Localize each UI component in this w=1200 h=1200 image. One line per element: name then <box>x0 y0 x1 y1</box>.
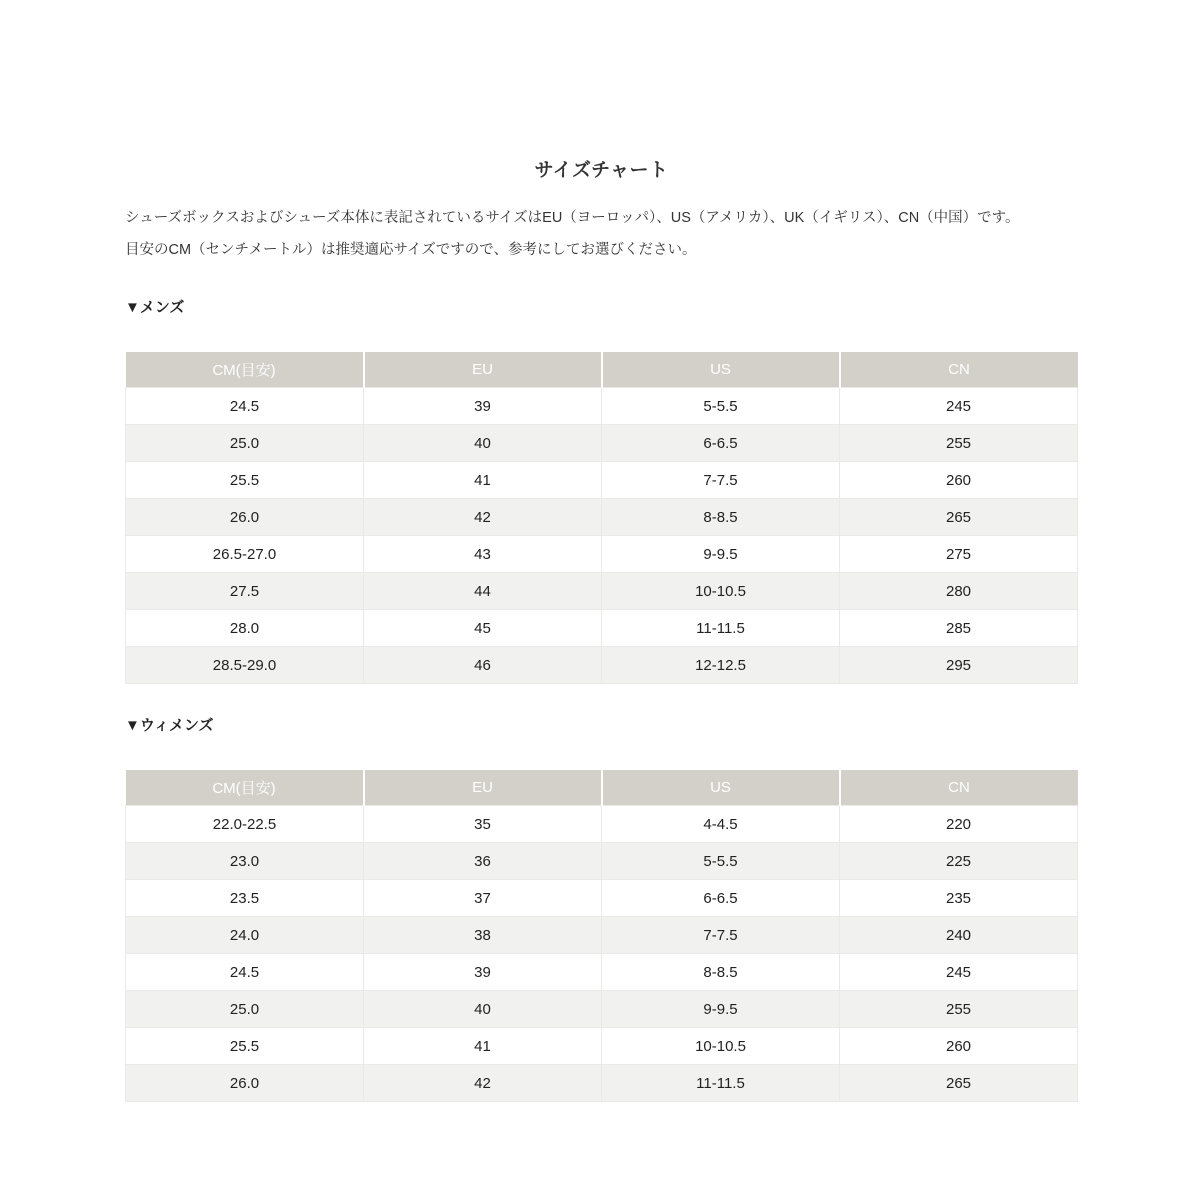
womens-size-table <box>125 770 1078 1102</box>
size-cell-cn: 255 <box>840 991 1078 1028</box>
size-cell-cm: 24.0 <box>126 917 364 954</box>
size-cell-us: 8-8.5 <box>602 499 840 536</box>
size-cell-us: 7-7.5 <box>602 462 840 499</box>
table-row <box>126 536 1078 573</box>
size-cell-eu: 43 <box>364 536 602 573</box>
size-cell-us: 5-5.5 <box>602 388 840 425</box>
mens-table-header <box>126 352 1078 388</box>
size-cell-cm: 25.5 <box>126 462 364 499</box>
column-header-cn: CN <box>840 352 1078 388</box>
size-cell-cn: 255 <box>840 425 1078 462</box>
size-cell-cn: 245 <box>840 388 1078 425</box>
table-row <box>126 462 1078 499</box>
size-cell-cn: 240 <box>840 917 1078 954</box>
size-cell-us: 8-8.5 <box>602 954 840 991</box>
table-row <box>126 806 1078 843</box>
column-header-eu: EU <box>364 770 602 806</box>
size-cell-eu: 38 <box>364 917 602 954</box>
size-cell-us: 9-9.5 <box>602 991 840 1028</box>
size-cell-cn: 285 <box>840 610 1078 647</box>
size-cell-eu: 41 <box>364 462 602 499</box>
size-cell-us: 12-12.5 <box>602 647 840 684</box>
size-cell-us: 4-4.5 <box>602 806 840 843</box>
size-cell-eu: 42 <box>364 499 602 536</box>
table-row <box>126 880 1078 917</box>
section-label-womens: ▼ウィメンズ <box>125 717 214 734</box>
table-row <box>126 573 1078 610</box>
size-cell-cm: 24.5 <box>126 954 364 991</box>
size-cell-eu: 45 <box>364 610 602 647</box>
size-cell-us: 10-10.5 <box>602 573 840 610</box>
size-cell-eu: 37 <box>364 880 602 917</box>
intro-line-1: シューズボックスおよびシューズ本体に表記されているサイズはEU（ヨーロッパ）、US（アメリカ）、UK（イギリス）、CN（中国）です。 <box>125 210 1020 226</box>
table-row <box>126 425 1078 462</box>
intro-paragraph <box>125 202 1078 266</box>
size-cell-cm: 23.0 <box>126 843 364 880</box>
size-cell-us: 7-7.5 <box>602 917 840 954</box>
mens-size-table <box>125 352 1078 684</box>
table-row <box>126 647 1078 684</box>
size-cell-cm: 22.0-22.5 <box>126 806 364 843</box>
size-cell-cn: 275 <box>840 536 1078 573</box>
size-cell-us: 10-10.5 <box>602 1028 840 1065</box>
table-row <box>126 917 1078 954</box>
column-header-cm: CM(目安) <box>126 770 364 806</box>
column-header-cm: CM(目安) <box>126 352 364 388</box>
size-cell-cn: 265 <box>840 499 1078 536</box>
size-cell-us: 11-11.5 <box>602 610 840 647</box>
size-cell-eu: 44 <box>364 573 602 610</box>
size-cell-cm: 26.0 <box>126 499 364 536</box>
size-cell-us: 9-9.5 <box>602 536 840 573</box>
size-cell-us: 5-5.5 <box>602 843 840 880</box>
intro-line-2: 目安のCM（センチメートル）は推奨適応サイズですので、参考にしてお選びください。 <box>125 242 697 258</box>
size-cell-cm: 26.5-27.0 <box>126 536 364 573</box>
size-cell-eu: 39 <box>364 954 602 991</box>
size-cell-cn: 245 <box>840 954 1078 991</box>
table-row <box>126 991 1078 1028</box>
size-cell-cm: 25.0 <box>126 991 364 1028</box>
size-cell-eu: 39 <box>364 388 602 425</box>
table-row <box>126 1065 1078 1102</box>
size-cell-cn: 265 <box>840 1065 1078 1102</box>
section-label-mens: ▼メンズ <box>125 299 185 316</box>
size-cell-eu: 46 <box>364 647 602 684</box>
table-row <box>126 1028 1078 1065</box>
size-cell-cn: 235 <box>840 880 1078 917</box>
size-cell-us: 6-6.5 <box>602 880 840 917</box>
size-cell-cn: 260 <box>840 1028 1078 1065</box>
column-header-us: US <box>602 770 840 806</box>
header-row <box>126 770 1078 806</box>
size-cell-cm: 25.0 <box>126 425 364 462</box>
table-row <box>126 954 1078 991</box>
header-row <box>126 352 1078 388</box>
table-row <box>126 388 1078 425</box>
size-cell-eu: 35 <box>364 806 602 843</box>
size-cell-us: 6-6.5 <box>602 425 840 462</box>
size-cell-cm: 27.5 <box>126 573 364 610</box>
mens-table-body <box>126 388 1078 684</box>
size-cell-cn: 220 <box>840 806 1078 843</box>
size-cell-cm: 26.0 <box>126 1065 364 1102</box>
size-cell-cn: 225 <box>840 843 1078 880</box>
table-row <box>126 499 1078 536</box>
size-cell-cn: 295 <box>840 647 1078 684</box>
womens-table-body <box>126 806 1078 1102</box>
size-cell-eu: 41 <box>364 1028 602 1065</box>
size-cell-cm: 28.5-29.0 <box>126 647 364 684</box>
size-cell-eu: 40 <box>364 425 602 462</box>
column-header-cn: CN <box>840 770 1078 806</box>
size-cell-cm: 24.5 <box>126 388 364 425</box>
page-title: サイズチャート <box>534 160 669 181</box>
size-cell-cm: 23.5 <box>126 880 364 917</box>
table-row <box>126 843 1078 880</box>
column-header-us: US <box>602 352 840 388</box>
size-cell-cm: 25.5 <box>126 1028 364 1065</box>
size-cell-cn: 260 <box>840 462 1078 499</box>
size-cell-eu: 36 <box>364 843 602 880</box>
table-row <box>126 610 1078 647</box>
size-cell-eu: 40 <box>364 991 602 1028</box>
size-cell-cn: 280 <box>840 573 1078 610</box>
size-cell-eu: 42 <box>364 1065 602 1102</box>
column-header-eu: EU <box>364 352 602 388</box>
womens-table-header <box>126 770 1078 806</box>
size-cell-us: 11-11.5 <box>602 1065 840 1102</box>
size-cell-cm: 28.0 <box>126 610 364 647</box>
